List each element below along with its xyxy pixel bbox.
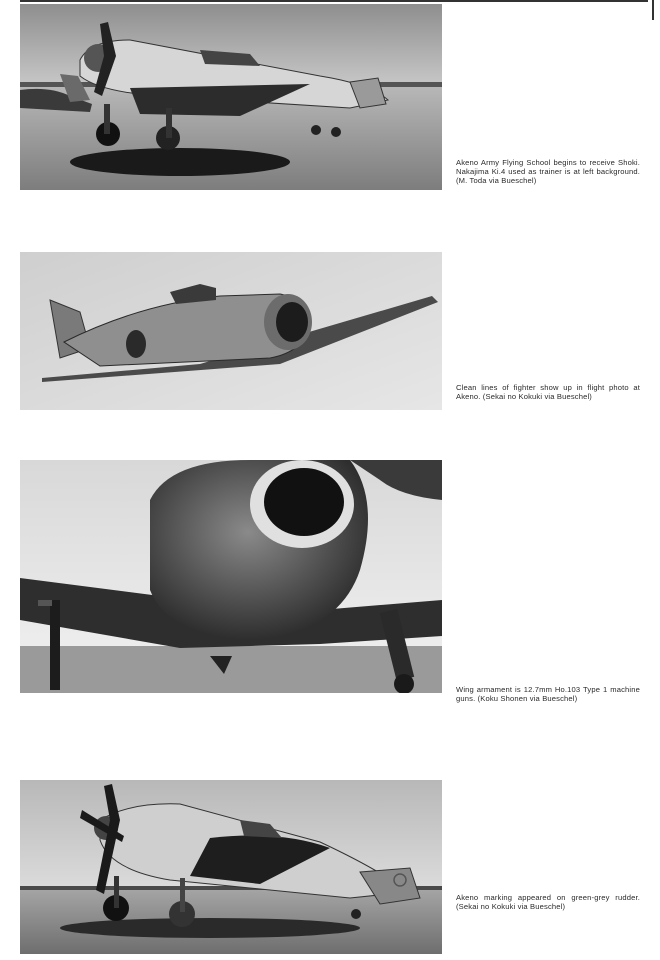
photo-parked-rudder xyxy=(20,780,442,954)
photo-in-flight xyxy=(20,252,442,410)
right-page-edge xyxy=(652,0,654,20)
photo-airfield-shoki xyxy=(20,4,442,190)
top-page-edge xyxy=(20,0,648,2)
figure-caption-3: Wing armament is 12.7mm Ho.103 Type 1 machine guns. (Koku Shonen via Bueschel) xyxy=(456,685,640,703)
figure-caption-2: Clean lines of fighter show up in flight photo at Akeno. (Sekai no Kokuki via Bueschel) xyxy=(456,383,640,401)
photo-wing-armament xyxy=(20,460,442,693)
figure-caption-1: Akeno Army Flying School begins to receive Shoki. Nakajima Ki.4 used as trainer is at left background. (M. Toda via Bueschel) xyxy=(456,158,640,185)
figure-caption-4: Akeno marking appeared on green-grey rudder. (Sekai no Kokuki via Bueschel) xyxy=(456,893,640,911)
